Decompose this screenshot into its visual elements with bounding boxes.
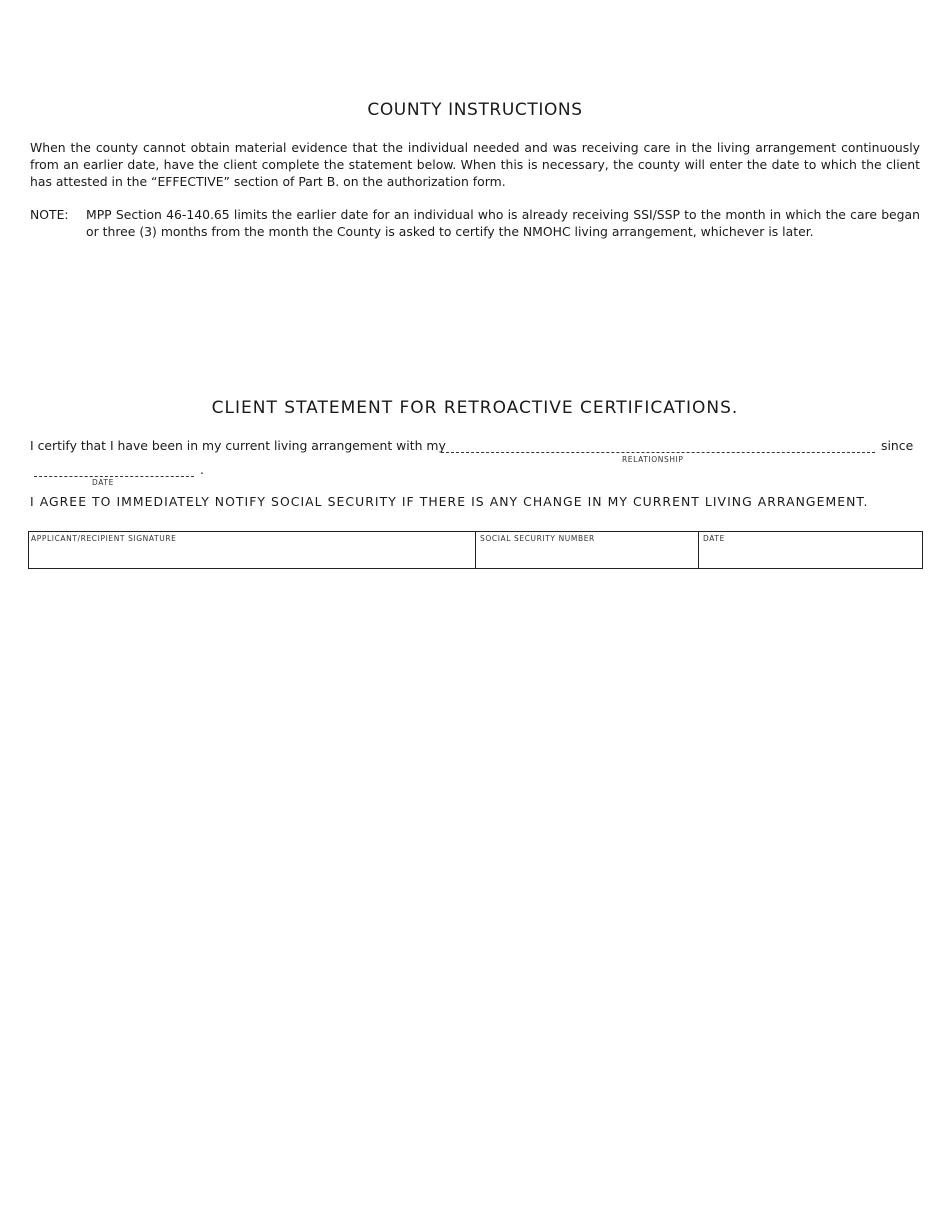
signature-date-label: DATE — [703, 534, 725, 543]
county-instructions-heading: COUNTY INSTRUCTIONS — [367, 100, 583, 120]
county-instructions-paragraph: When the county cannot obtain material evidence that the individual needed and was receiving care in the living arrangement continuously from an earlier date, have the client complete the statement below. When this is necessary, the county will enter the date to which the client has attested in the “EFFECTIVE” section of Part B. on the authorization form. — [30, 140, 920, 189]
relationship-field[interactable] — [441, 437, 875, 453]
certify-text: I certify that I have been in my current living arrangement with my — [30, 438, 446, 453]
relationship-label: RELATIONSHIP — [622, 455, 684, 464]
date-label: DATE — [92, 478, 114, 487]
client-statement-heading: CLIENT STATEMENT FOR RETROACTIVE CERTIFICATIONS. — [211, 398, 739, 418]
certification-line — [30, 437, 920, 457]
signature-field[interactable] — [29, 532, 476, 568]
signature-date-field[interactable] — [699, 532, 922, 568]
since-date-field[interactable] — [34, 462, 194, 477]
note-block — [30, 206, 920, 240]
note-text: MPP Section 46-140.65 limits the earlier date for an individual who is already receiving SSI/SSP to the month in which the care began or three (3) months from the month the County is asked to certify the NMOHC living arrangement, whichever is later. — [86, 207, 920, 239]
date-line — [34, 462, 204, 477]
ssn-label: SOCIAL SECURITY NUMBER — [480, 534, 595, 543]
signature-label: APPLICANT/RECIPIENT SIGNATURE — [31, 534, 177, 543]
note-label: NOTE: — [30, 207, 69, 222]
signature-table — [28, 531, 923, 569]
ssn-field[interactable] — [476, 532, 699, 568]
date-period: . — [200, 462, 204, 477]
since-text: since — [881, 438, 914, 453]
agreement-statement: I AGREE TO IMMEDIATELY NOTIFY SOCIAL SECURITY IF THERE IS ANY CHANGE IN MY CURRENT LIVING ARRANGEMENT. — [30, 494, 869, 509]
